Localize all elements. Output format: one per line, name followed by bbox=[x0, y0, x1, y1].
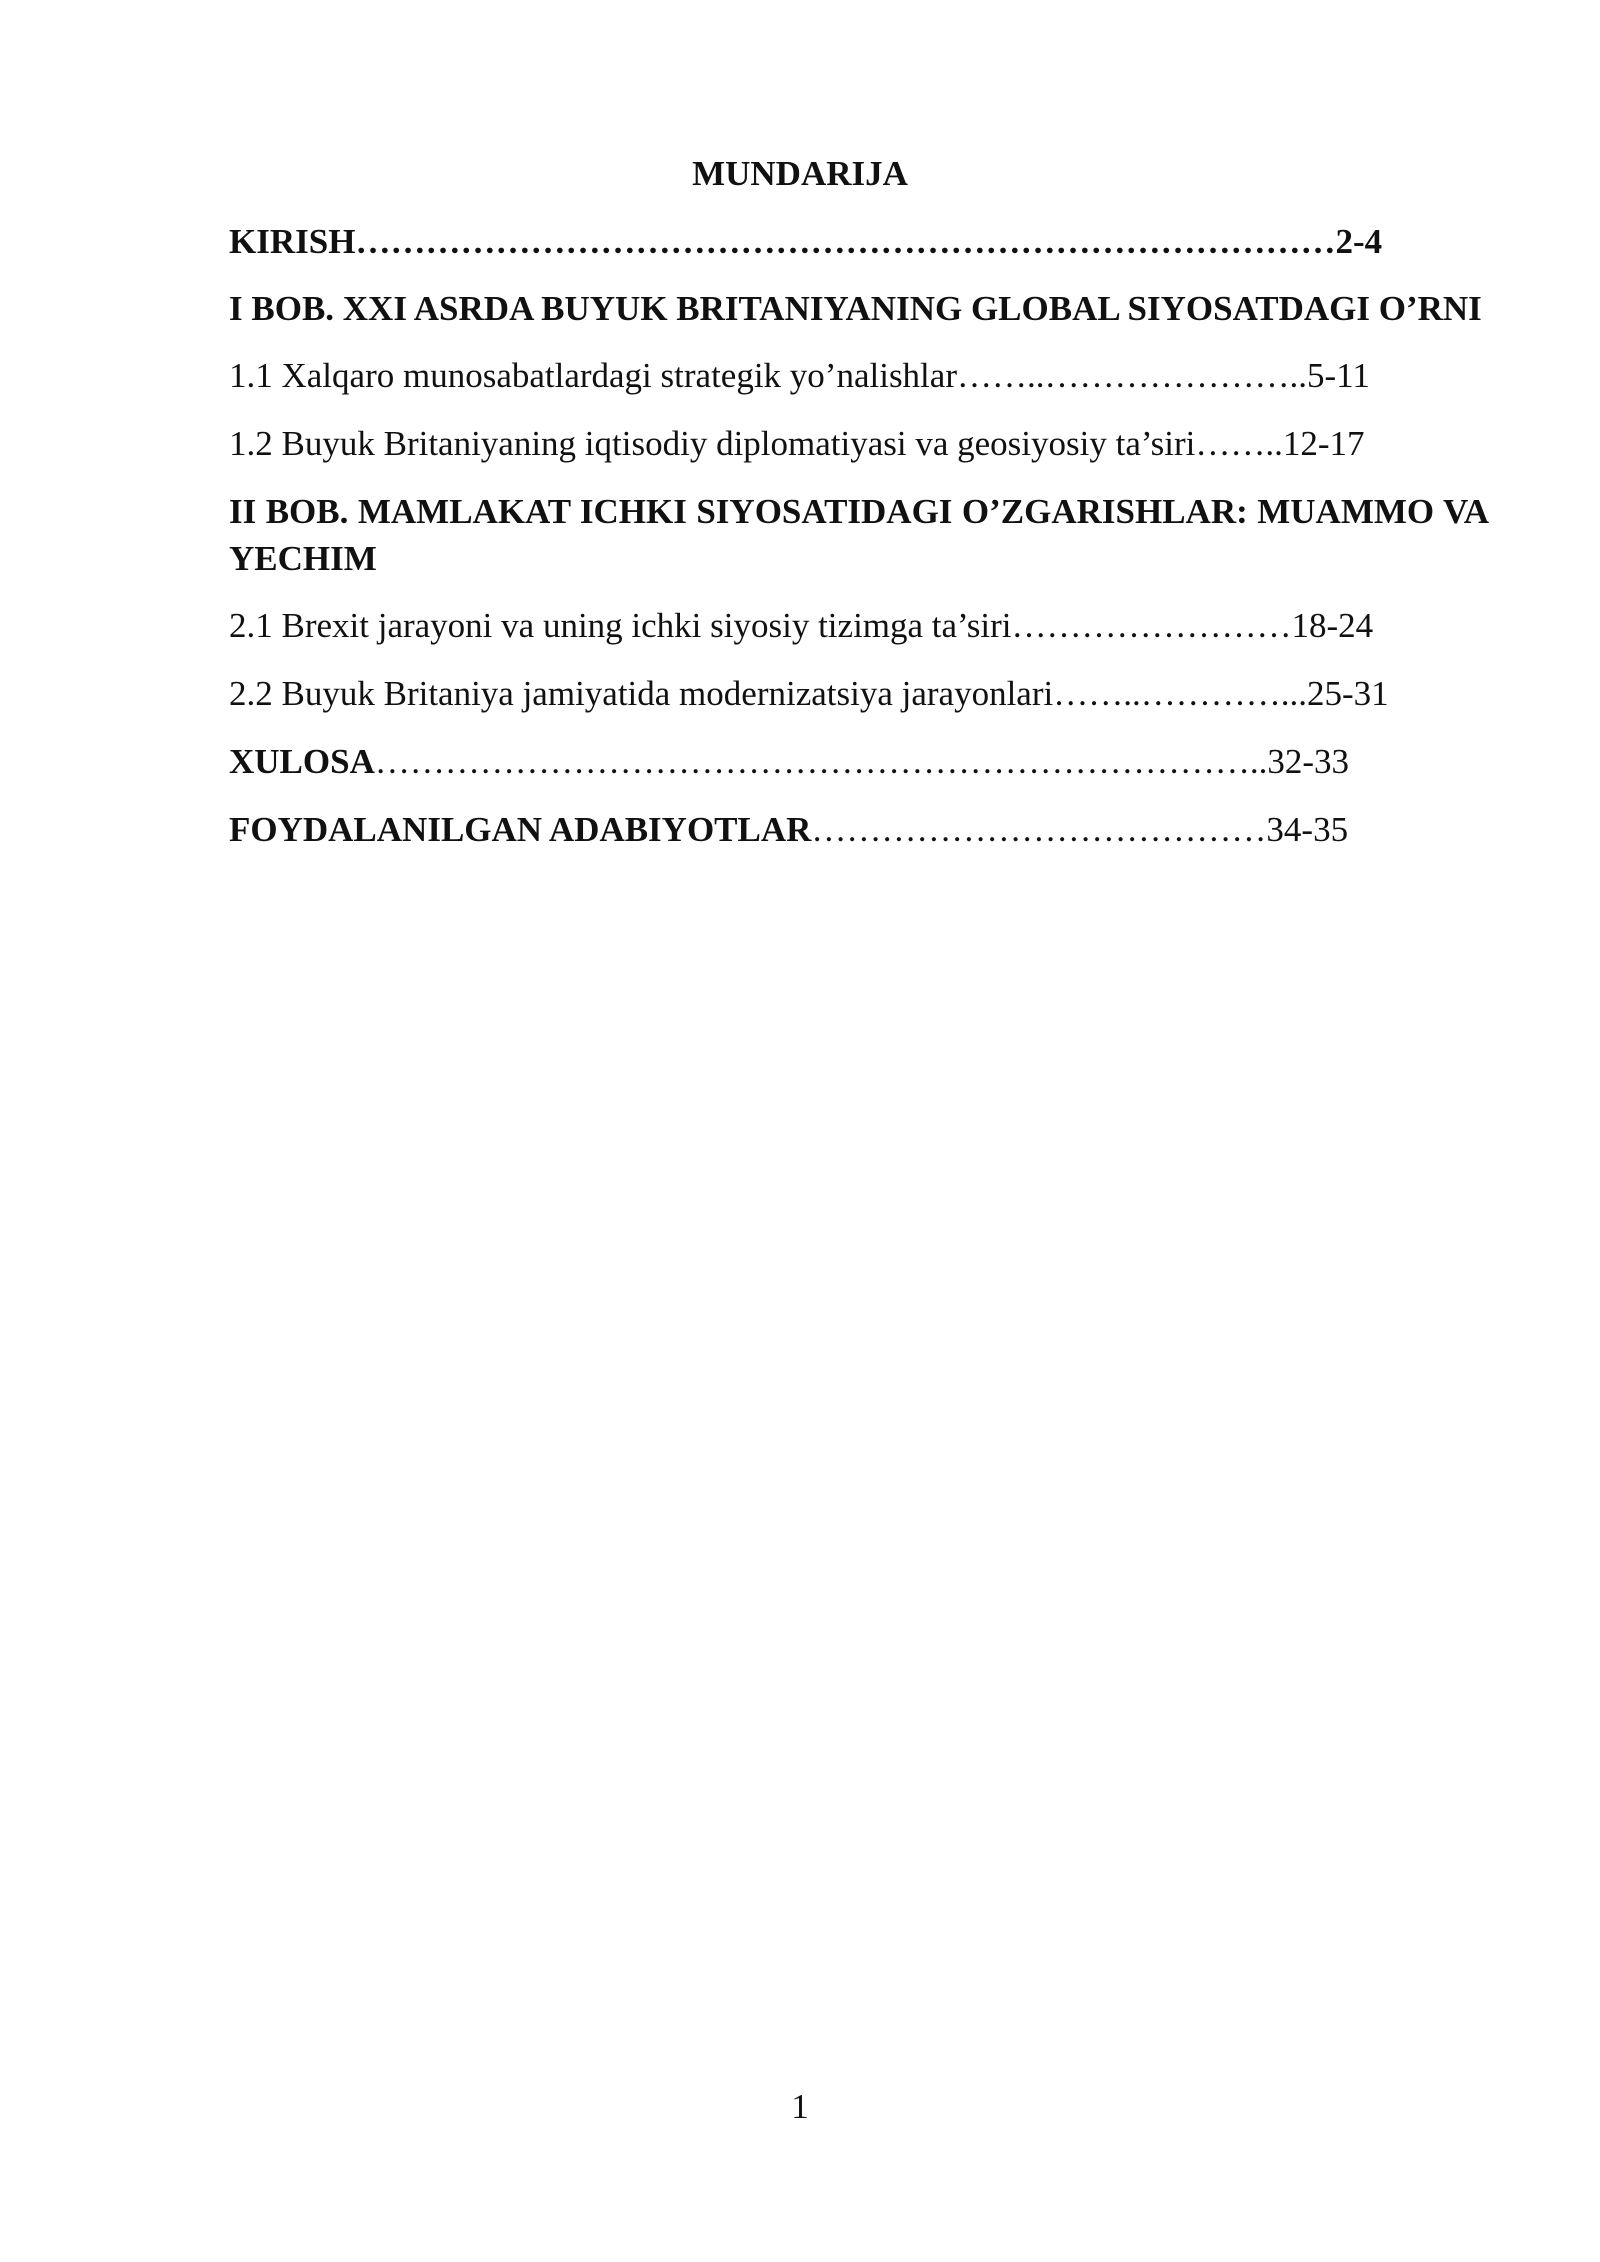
toc-entry-label: 1.1 Xalqaro munosabatlardagi strategik yo’nalishlar bbox=[229, 356, 957, 395]
toc-page-range: 25-31 bbox=[1306, 674, 1389, 713]
toc-entry-label: XULOSA bbox=[229, 742, 375, 781]
toc-leader-dots: ………………………………………………………………….. bbox=[374, 742, 1268, 781]
table-of-contents bbox=[229, 218, 1489, 853]
toc-entry-2-2 bbox=[229, 670, 1489, 717]
toc-title: MUNDARIJA bbox=[692, 154, 908, 193]
spacer bbox=[229, 332, 1489, 352]
toc-leader-dots: …………………… bbox=[1011, 606, 1292, 645]
spacer bbox=[229, 785, 1489, 806]
toc-entry-kirish bbox=[229, 218, 1489, 265]
toc-leader-dots: ……..………………….. bbox=[956, 356, 1307, 395]
spacer bbox=[229, 467, 1489, 488]
toc-entry-adabiyotlar bbox=[229, 806, 1489, 853]
chapter-heading-1: I BOB. XXI ASRDA BUYUK BRITANIYANING GLOBAL SIYOSATDAGI O’RNI bbox=[229, 289, 1482, 328]
toc-entry-1-1 bbox=[229, 352, 1489, 399]
toc-entry-label: 1.2 Buyuk Britaniyaning iqtisodiy diplomatiyasi va geosiyosiy ta’siri bbox=[229, 424, 1196, 463]
spacer bbox=[229, 399, 1489, 420]
spacer bbox=[229, 717, 1489, 738]
page-number: 1 bbox=[791, 2087, 809, 2126]
toc-entry-2-1 bbox=[229, 602, 1489, 649]
toc-entry-label: 2.1 Brexit jarayoni va uning ichki siyosiy tizimga ta’siri bbox=[229, 606, 1012, 645]
toc-leader-dots: ……..…………... bbox=[1053, 674, 1307, 713]
toc-page-range: 18-24 bbox=[1291, 606, 1374, 645]
toc-leader-dots: …….. bbox=[1195, 424, 1283, 463]
spacer bbox=[229, 582, 1489, 602]
toc-page-range: 32-33 bbox=[1267, 742, 1350, 781]
toc-leader-dots: ………………………………………………………………………… bbox=[355, 222, 1336, 261]
toc-page-range: 12-17 bbox=[1282, 424, 1365, 463]
toc-entry-1-2 bbox=[229, 420, 1489, 467]
toc-entry-label: FOYDALANILGAN ADABIYOTLAR bbox=[229, 810, 812, 849]
toc-entry-xulosa bbox=[229, 738, 1489, 785]
toc-leader-dots: ………………………………… bbox=[811, 810, 1267, 849]
toc-page-range: 34-35 bbox=[1266, 810, 1349, 849]
toc-entry-label: KIRISH bbox=[229, 222, 356, 261]
toc-page-range: 2-4 bbox=[1335, 222, 1383, 261]
chapter-heading-2: II BOB. MAMLAKAT ICHKI SIYOSATIDAGI O’ZGARISHLAR: MUAMMO VA YECHIM bbox=[229, 492, 1489, 578]
spacer bbox=[229, 265, 1489, 285]
spacer bbox=[229, 649, 1489, 670]
toc-page-range: 5-11 bbox=[1306, 356, 1370, 395]
toc-entry-label: 2.2 Buyuk Britaniya jamiyatida modernizatsiya jarayonlari bbox=[229, 674, 1054, 713]
